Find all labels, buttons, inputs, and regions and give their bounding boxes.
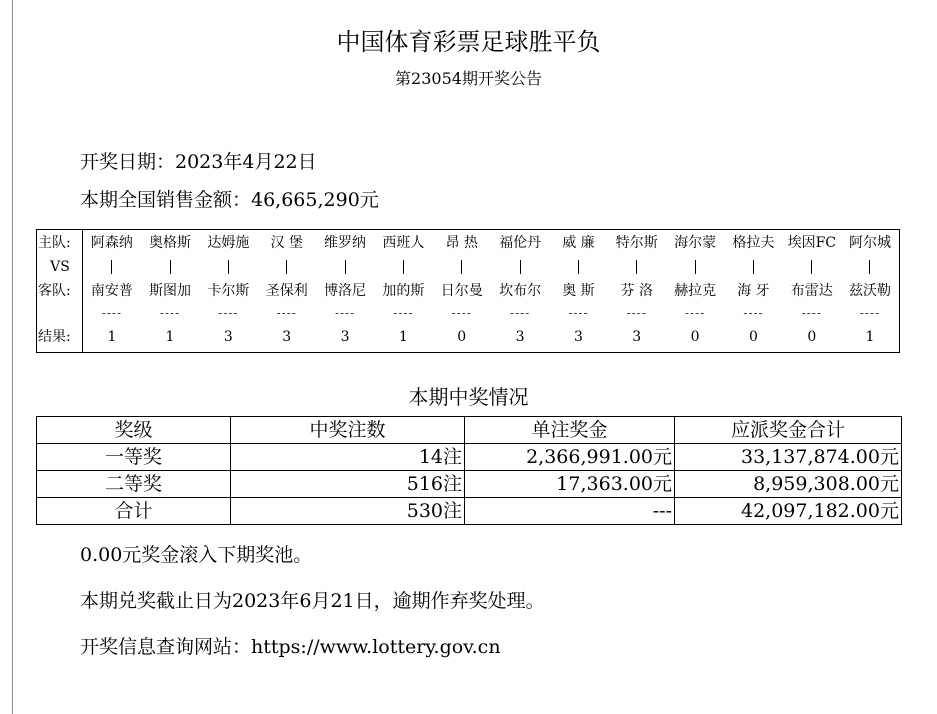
away-team-cell: 加的斯 (382, 283, 425, 299)
vs-bar (345, 260, 346, 274)
separator-dash: ---- (626, 306, 647, 320)
vs-bar (811, 260, 812, 274)
away-team-cell: 赫拉克 (674, 283, 717, 299)
vs-divider (141, 256, 199, 278)
vs-divider (666, 256, 724, 278)
result-cell: 3 (340, 329, 350, 345)
away-team-cell: 日尔曼 (440, 283, 483, 299)
vs-bar (111, 260, 112, 274)
per-bet-prize: 17,363.00元 (465, 471, 675, 498)
per-bet-prize: --- (465, 498, 675, 525)
separator-dash: ---- (685, 306, 706, 320)
home-team-cell: 维罗纳 (324, 235, 367, 251)
prize-level: 一等奖 (37, 444, 231, 471)
vs-divider (83, 256, 141, 278)
result-cell: 0 (748, 329, 758, 345)
vs-row (37, 256, 900, 278)
vs-bar (286, 260, 287, 274)
separator-dash: ---- (509, 306, 531, 320)
separator-dash: ---- (859, 306, 881, 320)
total-prize: 33,137,874.00元 (675, 444, 902, 471)
home-team-cell: 阿尔城 (848, 235, 891, 251)
vs-bar (228, 260, 229, 274)
away-team-cell: 兹沃勒 (848, 283, 891, 299)
away-team-cell: 海 牙 (737, 283, 770, 299)
total-prize: 8,959,308.00元 (675, 471, 902, 498)
result-cell: 3 (282, 329, 292, 345)
rollover-note: 0.00元奖金滚入下期奖池。 (80, 544, 313, 566)
result-cell: 1 (865, 329, 875, 345)
sales-amount: 本期全国销售金额：46,665,290元 (80, 189, 379, 211)
vs-bar (170, 260, 171, 274)
vs-bar (869, 260, 870, 274)
vs-divider (433, 256, 491, 278)
away-team-cell: 博洛尼 (324, 283, 367, 299)
prize-row-first (37, 444, 902, 471)
vs-divider (841, 256, 900, 278)
result-cell: 0 (807, 329, 817, 345)
separator-dash: ---- (101, 306, 123, 320)
home-team-cell: 西班人 (382, 235, 425, 251)
away-team-cell: 斯图加 (149, 283, 192, 299)
page-left-border (12, 0, 13, 714)
away-label: 客队: (37, 278, 83, 304)
home-team-cell: 格拉夫 (732, 235, 775, 251)
home-team-cell: 达姆施 (207, 235, 250, 251)
home-team-cell: 昂 热 (445, 235, 478, 251)
page-title: 中国体育彩票足球胜平负 (336, 28, 601, 56)
vs-divider (608, 256, 666, 278)
away-team-row (37, 278, 900, 304)
separator-dash: ---- (276, 306, 297, 320)
vs-bar (578, 260, 579, 274)
header-winners: 中奖注数 (231, 417, 465, 444)
home-team-cell: 福伦丹 (499, 235, 542, 251)
result-cell: 0 (690, 329, 700, 345)
home-label: 主队: (37, 230, 83, 257)
total-prize: 42,097,182.00元 (675, 498, 902, 525)
result-cell: 1 (398, 329, 408, 345)
website-note: 开奖信息查询网站：https://www.lottery.gov.cn (80, 636, 501, 658)
header-per-bet-prize: 单注奖金 (465, 417, 675, 444)
vs-divider (258, 256, 316, 278)
issue-subtitle: 第23054期开奖公告 (395, 69, 542, 88)
result-label: 结果: (37, 322, 83, 353)
result-cell: 3 (573, 329, 583, 345)
home-team-row (37, 230, 900, 257)
draw-date: 开奖日期：2023年4月22日 (80, 151, 317, 173)
vs-divider (783, 256, 841, 278)
away-team-cell: 芬 洛 (620, 283, 653, 299)
winner-count: 516注 (231, 471, 465, 498)
vs-divider (316, 256, 374, 278)
result-cell: 1 (107, 329, 117, 345)
separator-dash: ---- (801, 306, 822, 320)
home-team-cell: 埃因FC (787, 235, 837, 251)
vs-bar (461, 260, 462, 274)
away-team-cell: 圣保利 (265, 283, 308, 299)
vs-divider (549, 256, 607, 278)
vs-divider (374, 256, 432, 278)
prize-level: 合计 (37, 498, 231, 525)
match-results-table (36, 229, 900, 353)
winner-count: 530注 (231, 498, 465, 525)
away-team-cell: 南安普 (90, 283, 133, 299)
separator-dash: ---- (568, 306, 589, 320)
home-team-cell: 海尔蒙 (674, 235, 717, 251)
vs-bar (695, 260, 696, 274)
winner-count: 14注 (231, 444, 465, 471)
separator-dash: ---- (743, 306, 764, 320)
separator-dash: ---- (218, 306, 239, 320)
vs-bar (636, 260, 637, 274)
result-cell: 3 (632, 329, 642, 345)
vs-bar (520, 260, 521, 274)
home-team-cell: 特尔斯 (615, 235, 658, 251)
result-cell: 3 (515, 329, 525, 345)
away-team-cell: 奥 斯 (562, 283, 595, 299)
home-team-cell: 阿森纳 (90, 235, 133, 251)
prize-section-title: 本期中奖情况 (408, 385, 529, 409)
vs-divider (199, 256, 257, 278)
home-team-cell: 威 廉 (562, 235, 595, 251)
separator-row (37, 304, 900, 322)
away-team-cell: 布雷达 (790, 283, 833, 299)
result-row (37, 322, 900, 353)
home-team-cell: 奥格斯 (149, 235, 192, 251)
vs-divider (724, 256, 782, 278)
header-total-prize: 应派奖金合计 (675, 417, 902, 444)
per-bet-prize: 2,366,991.00元 (465, 444, 675, 471)
deadline-note: 本期兑奖截止日为2023年6月21日，逾期作弃奖处理。 (80, 590, 545, 612)
prize-row-total (37, 498, 902, 525)
away-team-cell: 坎布尔 (499, 283, 542, 299)
result-cell: 1 (165, 329, 175, 345)
vs-label: VS (37, 256, 83, 278)
result-cell: 0 (457, 329, 467, 345)
separator-dash: ---- (334, 306, 356, 320)
vs-bar (403, 260, 404, 274)
separator-dash: ---- (393, 306, 414, 320)
prize-header-row (37, 417, 902, 444)
vs-bar (753, 260, 754, 274)
separator-dash: ---- (159, 306, 181, 320)
prize-row-second (37, 471, 902, 498)
header-level: 奖级 (37, 417, 231, 444)
result-cell: 3 (223, 329, 233, 345)
vs-divider (491, 256, 549, 278)
prize-level: 二等奖 (37, 471, 231, 498)
prize-table (36, 416, 902, 525)
home-team-cell: 汉 堡 (270, 235, 303, 251)
away-team-cell: 卡尔斯 (207, 283, 250, 299)
separator-dash: ---- (451, 306, 472, 320)
